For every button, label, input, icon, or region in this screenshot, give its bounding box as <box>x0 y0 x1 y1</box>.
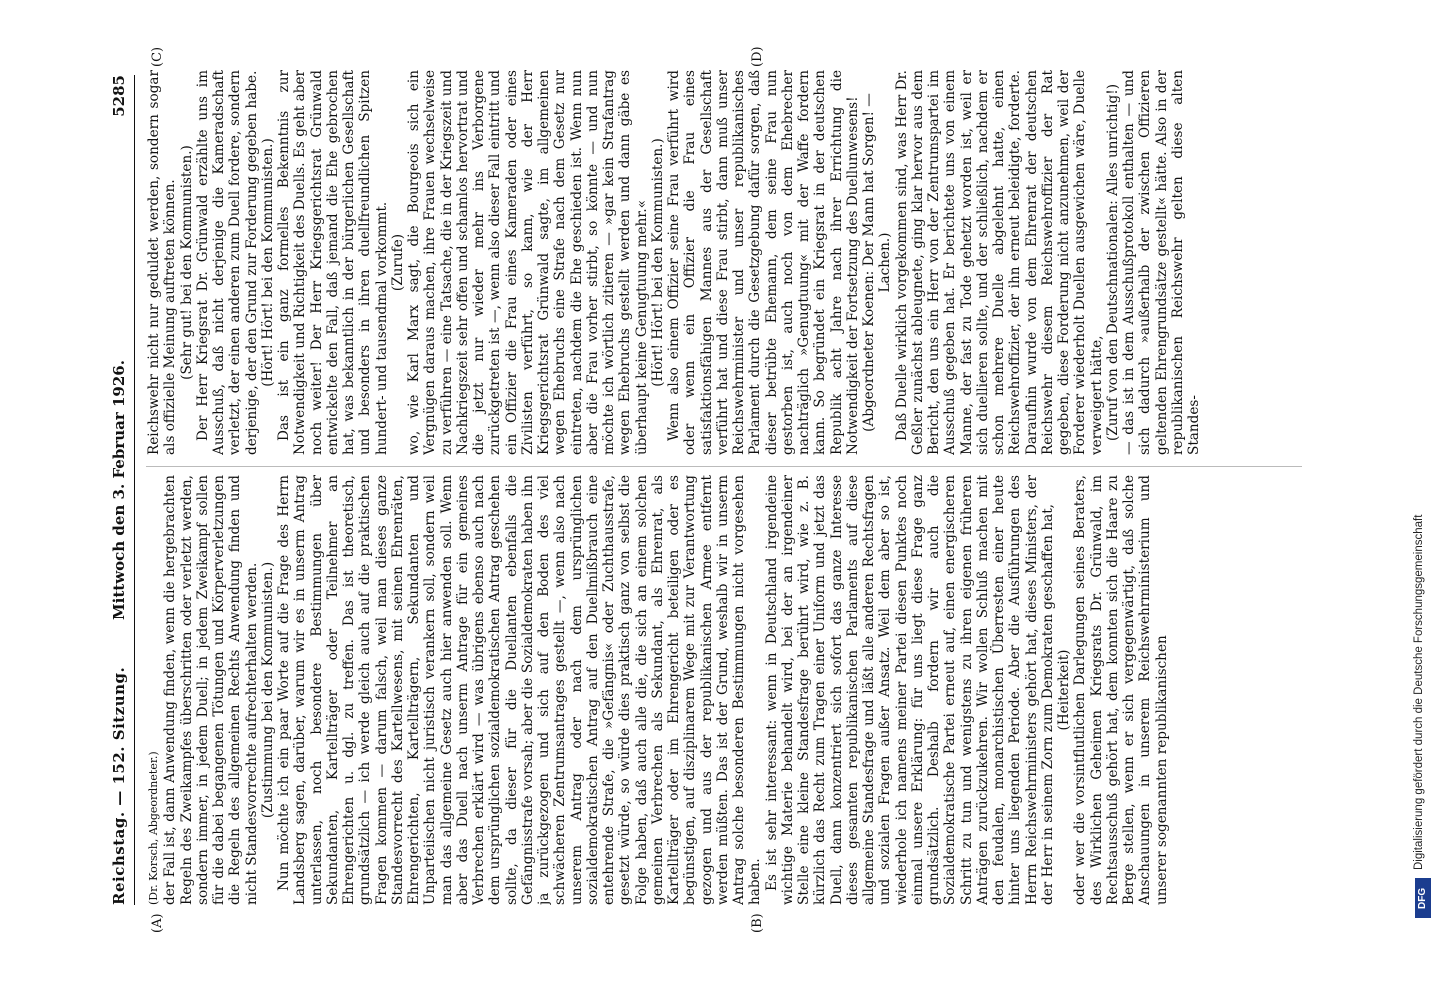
page-number: 5285 <box>110 75 128 117</box>
column-divider <box>146 466 1302 467</box>
page-header <box>108 75 135 905</box>
rotated-page <box>90 45 1320 945</box>
left-column <box>146 475 1302 905</box>
interjection: (Hört! Hört! bei den Kommunisten.) <box>259 138 276 387</box>
digitization-sidebar <box>1412 10 1434 990</box>
paragraph: Nun möchte ich ein paar Worte auf die Frage des Herrn Landsberg sagen, darüber, warum wir es in unserm Antrag unterlassen, noch besondere Bestimmungen über Sekundanten, Kartellträger oder Teilnehmer an Ehrengerichten u. dgl. zu treffen. Das ist theoretisch, grundsätzlich — ich werde gleich auch auf die praktischen Fragen kommen — darum falsch, weil man dieses ganze Standesvorrecht des Kartellwesens, mit seinen Ehrenräten, Ehrengerichten, Kartellträgern, Sekundanten und Unparteiischen nicht juristisch verankern soll, sondern weil man das allgemeine Gesetz auch hier anwenden soll. Wenn aber das Duell nach unserm Antrage für ein gemeines Verbrechen erklärt wird — was übrigens ebenso auch nach dem ursprünglichen sozialdemokratischen Antrag geschehen sollte, da dieser für die Duellanten ebenfalls die Gefängnisstrafe vorsah; aber die Sozialdemokraten haben ihn ja zurückgezogen und sich auf den Boden des viel schwächeren Zentrumsantrages gestellt —, wenn also nach unserem Antrag oder nach dem ursprünglichen sozialdemokratischen Antrag auf den Duellmißbrauch eine entehrende Strafe, die »Gefängnis« oder Zuchthausstrafe, gesetzt würde, so würde dies praktisch ganz von selbst die Folge haben, daß auch alle die, die sich an einem solchen gemeinen Verbrechen als Sekundant, als Ehrenrat, als Kartellträger oder im Ehrengericht beteiligen oder es begünstigen, auf disziplinarem Wege mit zur Verantwortung gezogen und aus der republikanischen Armee entfernt werden müßten. Das ist der Grund, weshalb wir in unserm Antrag solche besonderen Bestimmungen nicht vorgesehen haben. <box>276 475 764 905</box>
interjection: (Zurufe) <box>389 233 406 292</box>
paragraph: — das ist in dem Ausschußprotokoll enthalten — und sich dadurch »außerhalb der zwischen Offizieren geltenden Ehrengrundsätze gestellt« hätte. Also in der republikanischen Reichswehr gelten diese alten Standes- <box>1121 70 1202 455</box>
right-column <box>146 70 1302 455</box>
margin-mark-d: (D) <box>750 46 765 67</box>
paragraph: Das ist ein ganz formelles Bekenntnis zur Notwendigkeit und Richtigkeit des Duells. Es geht aber noch weiter! Der Herr Kriegsgerichtsrat Grünwald entwickelte den Fall, daß jemand die Ehe gebrochen hat, was bekanntlich in der bürgerlichen Gesellschaft und besonders in ihren duellfreundlichen Spitzen hundert- und tausendmal vorkommt. <box>276 70 390 455</box>
margin-mark-b: (B) <box>750 913 765 933</box>
funding-credit: Digitalisierung gefördert durch die Deutsche Forschungsgemeinschaft <box>1413 514 1425 870</box>
interjection: (Zuruf von den Deutschnationalen: Alles unrichtig!) <box>1104 84 1121 441</box>
paragraph: wo, wie Karl Marx sagt, die Bourgeois sich ein Vergnügen daraus machen, ihre Frauen wechselweise zu verführen — eine Tatsache, die in der Kriegszeit und Nachkriegszeit sehr offen und schamlos hervortrat und die jetzt nur wieder mehr ins Verborgene zurückgetreten ist —, wenn also dieser Fall eintritt und ein Offizier die Frau eines Kameraden oder eines Zivilisten verführt, so kann, wie der Herr Kriegsgerichtsrat Grünwald sagte, im allgemeinen wegen Ehebruchs eine Strafe nach dem Gesetz nur eintreten, nachdem die Ehe geschieden ist. Wenn nun aber die Frau vorher stirbt, so könnte — und nun möchte ich wörtlich zitieren — »gar kein Strafantrag wegen Ehebruchs gestellt werden und dann gäbe es überhaupt keine Genugtuung mehr.« <box>406 70 650 455</box>
header-session: Reichstag. — 152. Sitzung. <box>110 666 128 905</box>
paragraph: Daß Duelle wirklich vorgekommen sind, was Herr Dr. Geßler zunächst ableugnete, ging klar hervor aus dem Bericht, den uns ein Herr von der Zentrumspartei im Ausschuß gegeben hat. Er berichtete uns von einem Manne, der fast zu Tode gehetzt worden ist, weil er sich duellieren sollte, und der schließlich, nachdem er schon mehrere Duelle abgelehnt hatte, einen Reichswehroffizier, der ihn erneut beleidigte, forderte. Daraufhin wurde von dem Ehrenrat der deutschen Reichswehr diesem Reichswehroffizier der Rat gegeben, diese Forderung nicht anzunehmen, weil der Forderer wiederholt Duellen ausgewichen wäre, Duelle verweigert hätte, <box>893 70 1105 455</box>
header-date: Mittwoch den 3. Februar 1926. <box>110 360 128 620</box>
interjection: (Heiterkeit) <box>1056 649 1072 731</box>
margin-mark-a: (A) <box>150 913 165 933</box>
dfg-logo: DFG <box>1415 878 1431 918</box>
paragraph: Wenn also einem Offizier seine Frau verführt wird oder wenn ein Offizier die Frau eines satisfaktionsfähigen Mannes aus der Gesellschaft verführt hat und diese Frau stirbt, dann muß unser Reichswehrminister und unser republikanisches Parlament durch die Gesetzgebung dafür sorgen, daß dieser betrübte Ehemann, dem seine Frau nun gestorben ist, auch noch von dem Ehebrecher nachträglich »Genugtuung« mit der Waffe fordern kann. So begründet ein Kriegsrat in der deutschen Republik acht Jahre nach ihrer Errichtung die Notwendigkeit der Fortsetzung des Duellunwesens! <box>666 70 861 455</box>
paragraph: Reichswehr nicht nur geduldet werden, sondern sogar als offizielle Meinung auftreten können. <box>146 70 179 455</box>
interjection: (Hört! Hört! bei den Kommunisten.) <box>649 138 666 387</box>
paragraph: der Fall ist, dann Anwendung finden, wenn die hergebrachten Regeln des Zweikampfes überschritten oder verletzt werden, sondern immer, in jedem Duell; in jedem Zweikampf sollen für die dabei begangenen Tötungen und Körperverletzungen die Regeln des allgemeinen Rechts Anwendung finden und nicht Standesvorrechte aufrechterhalten werden. <box>162 475 260 905</box>
paragraph: Der Herr Kriegsrat Dr. Grünwald erzählte uns im Ausschuß, daß nicht derjenige die Kameradschaft verletzt, der einen anderen zum Duell fordere, sondern derjenige, der den Grund zur Forderung gegeben habe. <box>194 70 260 455</box>
interjection: (Sehr gut! bei den Kommunisten.) <box>178 145 195 380</box>
paragraph: oder wer die vorsintflutlichen Darlegungen seines Beraters, des Wirklichen Geheimen Kriegsrats Dr. Grünwald, im Rechtsausschuß gehört hat, dem konnten sich die Haare zu Berge stellen, wenn er sich vergegenwärtigt, daß solche Anschauungen in unserem Reichswehrministerium und unserer sogenannten republikanischen <box>1072 475 1170 905</box>
interjection: (Zustimmung bei den Kommunisten.) <box>259 561 276 819</box>
speaker-line: (Dr. Korsch, Abgeordneter.) <box>147 751 160 905</box>
margin-mark-c: (C) <box>150 46 165 67</box>
paragraph: Es ist sehr interessant: wenn in Deutschland irgendeine wichtige Materie behandelt wird, bei der an irgendeiner Stelle eine kleine Standesfrage berührt wird, wie z. B. kürzlich das Recht zum Tragen einer Uniform und jetzt das Duell, dann konzentriert sich sofort das ganze Interesse dieses gesamten republikanischen Parlaments auf diese allgemeine Standesfrage und läßt alle anderen Rechtsfragen und sozialen Fragen außer Ansatz. Weil dem aber so ist, wiederhole ich namens meiner Partei diesen Punktes noch einmal unsere Erklärung: für uns liegt diese Frage ganz grundsätzlich. Deshalb fordern wir auch die Sozialdemokratische Partei erneut auf, einen energischeren Schritt zu tun und wenigstens zu ihren eigenen früheren Anträgen zurückzukehren. Wir wollen Schluß machen mit den feudalen, monarchistischen Überresten einer heute hinter uns liegenden Periode. Aber die Ausführungen des Herrn Reichswehrministers gehört hat, dieses Ministers, der der Herr in seinem Zorn zum Demokraten geschaffen hat, <box>763 475 1056 905</box>
interjection: (Abgeordneter Koenen: Der Mann hat Sorgen! — Lachen.) <box>861 93 894 432</box>
